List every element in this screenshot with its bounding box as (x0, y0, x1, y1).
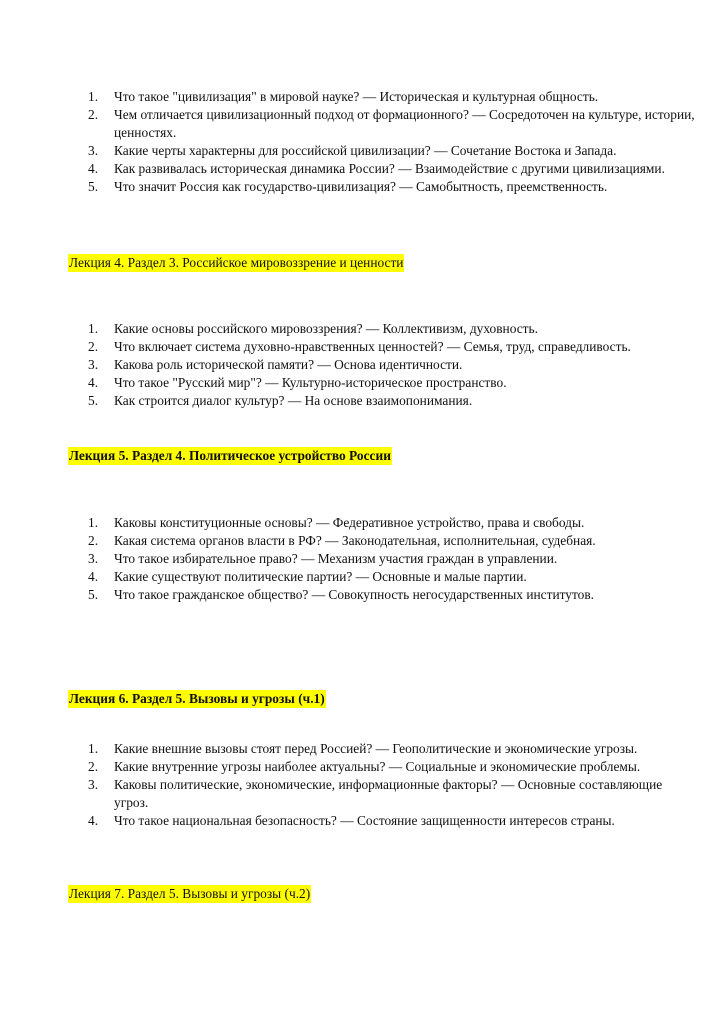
list-item (88, 586, 698, 604)
item-number: 3. (88, 143, 99, 158)
question-list-politics (88, 514, 698, 604)
item-text: Что такое "цивилизация" в мировой науке? — Историческая и культурная общность. (114, 89, 599, 104)
item-text: Какая система органов власти в РФ? — Законодательная, исполнительная, судебная. (114, 533, 596, 548)
item-number: 1. (88, 321, 99, 336)
item-number: 4. (88, 569, 99, 584)
list-item (88, 106, 698, 142)
question-list-worldview (88, 320, 698, 410)
item-text: Какие внутренние угрозы наиболее актуальны? — Социальные и экономические проблемы. (114, 759, 641, 774)
list-item (88, 88, 698, 106)
item-number: 5. (88, 393, 99, 408)
item-number: 1. (88, 515, 99, 530)
list-item (88, 812, 698, 830)
question-list-threats-1 (88, 740, 698, 830)
item-text: Что значит Россия как государство-цивилизация? — Самобытность, преемственность. (114, 179, 608, 194)
lecture-heading-4 (68, 254, 404, 271)
item-text: Чем отличается цивилизационный подход от формационного? — Сосредоточен на культуре, истории, ценностях. (114, 107, 695, 140)
list-item (88, 514, 698, 532)
item-number: 4. (88, 161, 99, 176)
item-number: 3. (88, 551, 99, 566)
item-text: Каковы политические, экономические, информационные факторы? — Основные составляющие угроз. (114, 777, 663, 810)
item-text: Какова роль исторической памяти? — Основа идентичности. (114, 357, 463, 372)
list-item (88, 142, 698, 160)
list-item (88, 338, 698, 356)
list-item (88, 178, 698, 196)
list-item (88, 374, 698, 392)
question-list-civilization (88, 88, 698, 196)
item-number: 5. (88, 587, 99, 602)
item-number: 2. (88, 339, 99, 354)
item-number: 4. (88, 375, 99, 390)
list-item (88, 392, 698, 410)
lecture-heading-6 (68, 690, 326, 707)
list-item (88, 320, 698, 338)
item-text: Что такое избирательное право? — Механизм участия граждан в управлении. (114, 551, 558, 566)
item-number: 3. (88, 777, 99, 792)
list-item (88, 568, 698, 586)
list-item (88, 356, 698, 374)
lecture-heading-7 (68, 885, 311, 902)
item-number: 1. (88, 741, 99, 756)
item-text: Что такое гражданское общество? — Совокупность негосударственных институтов. (114, 587, 595, 602)
item-number: 3. (88, 357, 99, 372)
heading-text: Лекция 6. Раздел 5. Вызовы и угрозы (ч.1) (69, 691, 325, 706)
item-number: 1. (88, 89, 99, 104)
item-text: Что такое национальная безопасность? — Состояние защищенности интересов страны. (114, 813, 615, 828)
item-number: 2. (88, 759, 99, 774)
item-text: Какие существуют политические партии? — Основные и малые партии. (114, 569, 527, 584)
item-text: Как строится диалог культур? — На основе взаимопонимания. (114, 393, 473, 408)
item-text: Как развивалась историческая динамика России? — Взаимодействие с другими цивилизациями. (114, 161, 665, 176)
heading-text: Лекция 4. Раздел 3. Российское мировоззрение и ценности (69, 255, 404, 270)
item-number: 2. (88, 533, 99, 548)
heading-text: Лекция 5. Раздел 4. Политическое устройство России (69, 448, 391, 463)
item-text: Каковы конституционные основы? — Федеративное устройство, права и свободы. (114, 515, 585, 530)
list-item (88, 758, 698, 776)
item-text: Что такое "Русский мир"? — Культурно-историческое пространство. (114, 375, 507, 390)
lecture-heading-5 (68, 447, 392, 464)
item-number: 2. (88, 107, 99, 122)
item-text: Какие основы российского мировоззрения? — Коллективизм, духовность. (114, 321, 538, 336)
item-text: Что включает система духовно-нравственных ценностей? — Семья, труд, справедливость. (114, 339, 631, 354)
item-number: 5. (88, 179, 99, 194)
item-text: Какие черты характерны для российской цивилизации? — Сочетание Востока и Запада. (114, 143, 617, 158)
heading-text: Лекция 7. Раздел 5. Вызовы и угрозы (ч.2) (69, 886, 311, 901)
list-item (88, 550, 698, 568)
list-item (88, 160, 698, 178)
list-item (88, 532, 698, 550)
item-number: 4. (88, 813, 99, 828)
list-item (88, 776, 698, 812)
list-item (88, 740, 698, 758)
item-text: Какие внешние вызовы стоят перед Россией? — Геополитические и экономические угрозы. (114, 741, 638, 756)
